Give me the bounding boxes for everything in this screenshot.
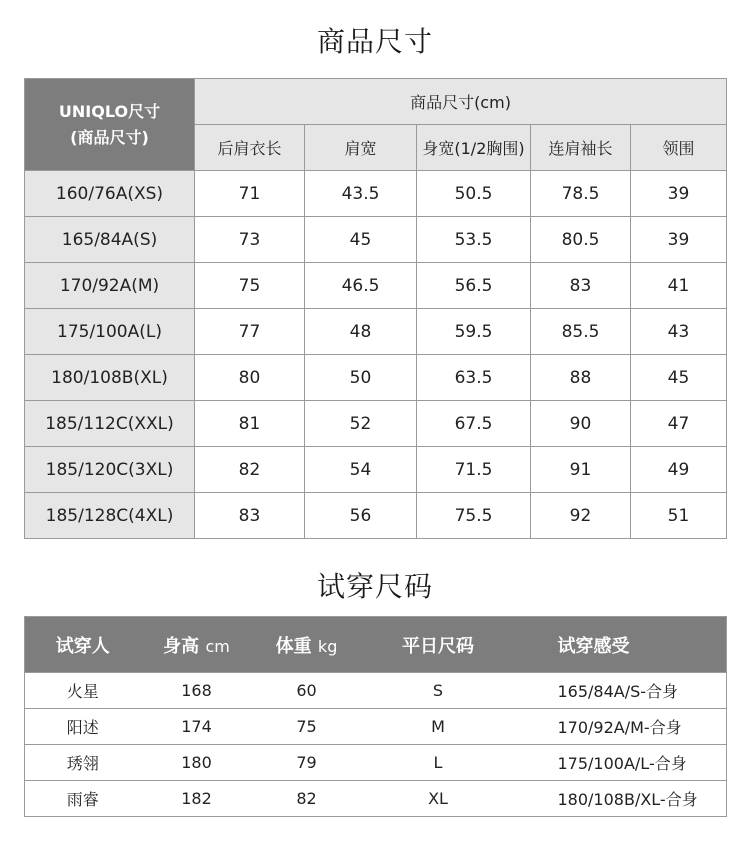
size-cell: 85.5 <box>531 309 631 355</box>
size-cell: 43 <box>631 309 727 355</box>
column-header: 后肩衣长 <box>195 125 305 171</box>
size-cell: 77 <box>195 309 305 355</box>
size-row-label: 180/108B(XL) <box>25 355 195 401</box>
size-cell: 50.5 <box>417 171 531 217</box>
size-row-label: 175/100A(L) <box>25 309 195 355</box>
size-cell: 90 <box>531 401 631 447</box>
tryon-cell-person: 火星 <box>25 673 141 709</box>
size-cell: 67.5 <box>417 401 531 447</box>
size-row-label: 165/84A(S) <box>25 217 195 263</box>
size-cell: 53.5 <box>417 217 531 263</box>
size-row <box>25 447 727 493</box>
tryon-cell-height: 180 <box>141 745 253 781</box>
size-cell: 41 <box>631 263 727 309</box>
size-cell: 75.5 <box>417 493 531 539</box>
size-label-header-line1: UNIQLO尺寸 <box>58 101 161 121</box>
tryon-cell-fit: 165/84A/S-合身 <box>516 673 727 709</box>
column-header: 肩宽 <box>305 125 417 171</box>
tryon-cell-fit: 170/92A/M-合身 <box>516 709 727 745</box>
size-cell: 51 <box>631 493 727 539</box>
size-row-label: 170/92A(M) <box>25 263 195 309</box>
size-cell: 39 <box>631 217 727 263</box>
tryon-header-person: 试穿人 <box>25 617 141 673</box>
tryon-cell-weight: 79 <box>253 745 361 781</box>
tryon-header-weight <box>253 617 361 673</box>
tryon-cell-size: S <box>361 673 516 709</box>
tryon-cell-height: 182 <box>141 781 253 817</box>
size-cell: 83 <box>531 263 631 309</box>
tryon-cell-person: 雨睿 <box>25 781 141 817</box>
size-cell: 92 <box>531 493 631 539</box>
weight-label: 体重 <box>275 635 312 657</box>
size-row-label: 185/112C(XXL) <box>25 401 195 447</box>
measurement-group-header: 商品尺寸(cm) <box>195 79 727 125</box>
size-cell: 47 <box>631 401 727 447</box>
tryon-cell-weight: 82 <box>253 781 361 817</box>
size-row <box>25 355 727 401</box>
tryon-title: 试穿尺码 <box>316 570 433 603</box>
size-cell: 83 <box>195 493 305 539</box>
size-chart-title: 商品尺寸 <box>316 25 433 58</box>
size-cell: 46.5 <box>305 263 417 309</box>
tryon-header-height <box>141 617 253 673</box>
size-cell: 73 <box>195 217 305 263</box>
size-cell: 88 <box>531 355 631 401</box>
size-cell: 59.5 <box>417 309 531 355</box>
size-row <box>25 263 727 309</box>
size-cell: 54 <box>305 447 417 493</box>
size-cell: 80.5 <box>531 217 631 263</box>
tryon-cell-height: 168 <box>141 673 253 709</box>
column-header: 连肩袖长 <box>531 125 631 171</box>
size-row <box>25 171 727 217</box>
size-row-label: 185/128C(4XL) <box>25 493 195 539</box>
size-label-header <box>25 79 195 171</box>
size-row <box>25 309 727 355</box>
size-cell: 52 <box>305 401 417 447</box>
tryon-row <box>25 673 727 709</box>
size-cell: 56 <box>305 493 417 539</box>
weight-unit: kg <box>317 636 338 656</box>
size-chart-table <box>24 78 727 539</box>
tryon-row <box>25 745 727 781</box>
size-cell: 49 <box>631 447 727 493</box>
tryon-row <box>25 781 727 817</box>
tryon-cell-height: 174 <box>141 709 253 745</box>
size-cell: 45 <box>631 355 727 401</box>
size-cell: 80 <box>195 355 305 401</box>
size-cell: 43.5 <box>305 171 417 217</box>
tryon-cell-person: 阳述 <box>25 709 141 745</box>
tryon-cell-fit: 175/100A/L-合身 <box>516 745 727 781</box>
tryon-header-fit: 试穿感受 <box>516 617 727 673</box>
size-row-label: 185/120C(3XL) <box>25 447 195 493</box>
tryon-cell-size: XL <box>361 781 516 817</box>
height-unit: cm <box>205 636 230 656</box>
tryon-cell-weight: 60 <box>253 673 361 709</box>
tryon-header-size: 平日尺码 <box>361 617 516 673</box>
tryon-cell-person: 琇翎 <box>25 745 141 781</box>
size-label-header-line2: (商品尺寸) <box>70 127 149 147</box>
size-cell: 91 <box>531 447 631 493</box>
tryon-cell-size: M <box>361 709 516 745</box>
size-cell: 82 <box>195 447 305 493</box>
tryon-table <box>24 616 727 817</box>
tryon-cell-size: L <box>361 745 516 781</box>
size-row-label: 160/76A(XS) <box>25 171 195 217</box>
tryon-cell-weight: 75 <box>253 709 361 745</box>
size-cell: 63.5 <box>417 355 531 401</box>
size-cell: 75 <box>195 263 305 309</box>
size-cell: 45 <box>305 217 417 263</box>
tryon-cell-fit: 180/108B/XL-合身 <box>516 781 727 817</box>
tryon-row <box>25 709 727 745</box>
size-cell: 50 <box>305 355 417 401</box>
size-row <box>25 217 727 263</box>
size-cell: 71.5 <box>417 447 531 493</box>
size-row <box>25 493 727 539</box>
size-cell: 48 <box>305 309 417 355</box>
size-cell: 39 <box>631 171 727 217</box>
size-cell: 56.5 <box>417 263 531 309</box>
size-cell: 81 <box>195 401 305 447</box>
column-header: 身宽(1/2胸围) <box>417 125 531 171</box>
size-cell: 71 <box>195 171 305 217</box>
size-cell: 78.5 <box>531 171 631 217</box>
height-label: 身高 <box>163 635 200 657</box>
size-row <box>25 401 727 447</box>
column-header: 领围 <box>631 125 727 171</box>
